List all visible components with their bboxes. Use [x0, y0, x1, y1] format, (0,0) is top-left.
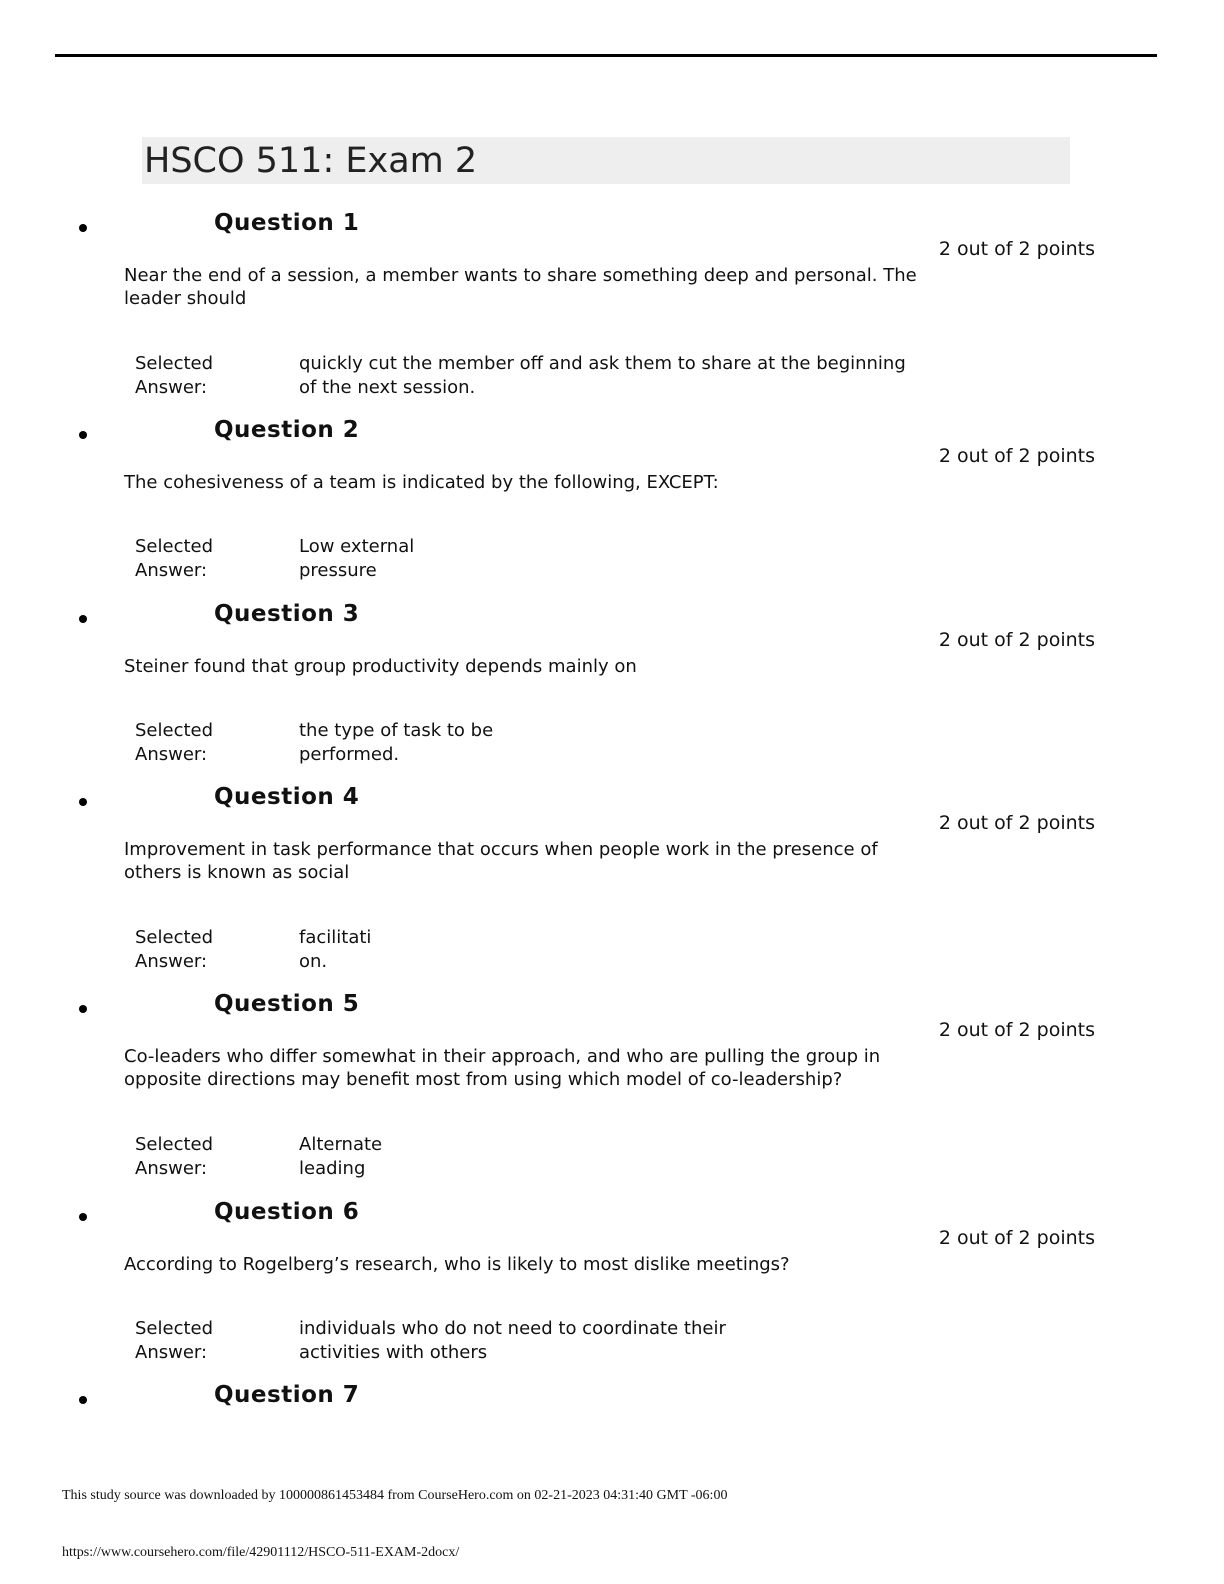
bullet-icon	[79, 224, 87, 232]
question-text	[124, 1253, 1004, 1276]
answer-line: quickly cut the member off and ask them to share at the beginning	[299, 353, 906, 374]
question-text-line: Near the end of a session, a member wants to share something deep and personal. The	[124, 265, 917, 286]
selected-answer-value	[299, 719, 493, 767]
bullet-icon	[79, 615, 87, 623]
question-text	[124, 471, 1004, 494]
answer-label-line: Answer:	[135, 1158, 208, 1179]
question-text	[124, 655, 1004, 678]
answer-line: performed.	[299, 744, 400, 765]
question-points: 2 out of 2 points	[938, 445, 1095, 467]
answer-label-line: Selected	[135, 1134, 214, 1155]
question-points: 2 out of 2 points	[938, 1227, 1095, 1249]
bullet-icon	[79, 1213, 87, 1221]
question-text-line: opposite directions may benefit most from using which model of co-leadership?	[124, 1069, 843, 1090]
answer-label-line: Answer:	[135, 951, 208, 972]
download-source-note: This study source was downloaded by 100000861453484 from CourseHero.com on 02-21-2023 04:31:40 GMT -06:00	[62, 1488, 728, 1503]
selected-answer-value	[299, 535, 414, 583]
selected-answer-label	[135, 1133, 255, 1181]
question-text-line: Co-leaders who differ somewhat in their approach, and who are pulling the group in	[124, 1046, 881, 1067]
question-text-line: Steiner found that group productivity depends mainly on	[124, 656, 637, 677]
answer-line: leading	[299, 1158, 366, 1179]
selected-answer-value	[299, 352, 906, 400]
answer-line: Low external	[299, 536, 415, 557]
answer-line: activities with others	[299, 1342, 488, 1363]
question-points: 2 out of 2 points	[938, 238, 1095, 260]
question-heading: Question 1	[214, 210, 360, 236]
bullet-icon	[79, 1396, 87, 1404]
selected-answer-label	[135, 1317, 255, 1365]
question-text	[124, 1045, 1004, 1091]
question-text-line: Improvement in task performance that occurs when people work in the presence of	[124, 839, 878, 860]
question-points: 2 out of 2 points	[938, 1019, 1095, 1041]
bullet-icon	[79, 798, 87, 806]
question-points: 2 out of 2 points	[938, 812, 1095, 834]
question-heading: Question 3	[214, 601, 360, 627]
selected-answer-value	[299, 1317, 726, 1365]
question-text-line: According to Rogelberg’s research, who is likely to most dislike meetings?	[124, 1254, 790, 1275]
answer-line: facilitati	[299, 927, 372, 948]
selected-answer-label	[135, 352, 255, 400]
question-text	[124, 838, 1004, 884]
bullet-icon	[79, 1005, 87, 1013]
answer-label-line: Selected	[135, 536, 214, 557]
answer-line: individuals who do not need to coordinate their	[299, 1318, 726, 1339]
selected-answer-label	[135, 926, 255, 974]
question-heading: Question 5	[214, 991, 360, 1017]
selected-answer-value	[299, 926, 371, 974]
answer-label-line: Selected	[135, 353, 214, 374]
answer-label-line: Answer:	[135, 560, 208, 581]
document-title-band	[142, 137, 1070, 184]
answer-line: pressure	[299, 560, 377, 581]
question-heading: Question 2	[214, 417, 360, 443]
selected-answer-label	[135, 719, 255, 767]
question-text-line: The cohesiveness of a team is indicated by the following, EXCEPT:	[124, 472, 719, 493]
source-url-link[interactable]: https://www.coursehero.com/file/42901112/HSCO-511-EXAM-2docx/	[62, 1545, 460, 1560]
answer-label-line: Answer:	[135, 1342, 208, 1363]
selected-answer-value	[299, 1133, 382, 1181]
document-title: HSCO 511: Exam 2	[144, 141, 478, 181]
question-text	[124, 264, 1004, 310]
answer-label-line: Selected	[135, 927, 214, 948]
answer-label-line: Answer:	[135, 377, 208, 398]
answer-line: Alternate	[299, 1134, 383, 1155]
question-heading: Question 4	[214, 784, 360, 810]
answer-label-line: Selected	[135, 720, 214, 741]
selected-answer-label	[135, 535, 255, 583]
answer-label-line: Answer:	[135, 744, 208, 765]
question-text-line: others is known as social	[124, 862, 350, 883]
bullet-icon	[79, 431, 87, 439]
question-heading: Question 7	[214, 1382, 360, 1408]
answer-line: of the next session.	[299, 377, 476, 398]
top-horizontal-rule	[55, 54, 1157, 57]
question-heading: Question 6	[214, 1199, 360, 1225]
question-text-line: leader should	[124, 288, 247, 309]
answer-line: the type of task to be	[299, 720, 494, 741]
answer-line: on.	[299, 951, 328, 972]
answer-label-line: Selected	[135, 1318, 214, 1339]
question-points: 2 out of 2 points	[938, 629, 1095, 651]
